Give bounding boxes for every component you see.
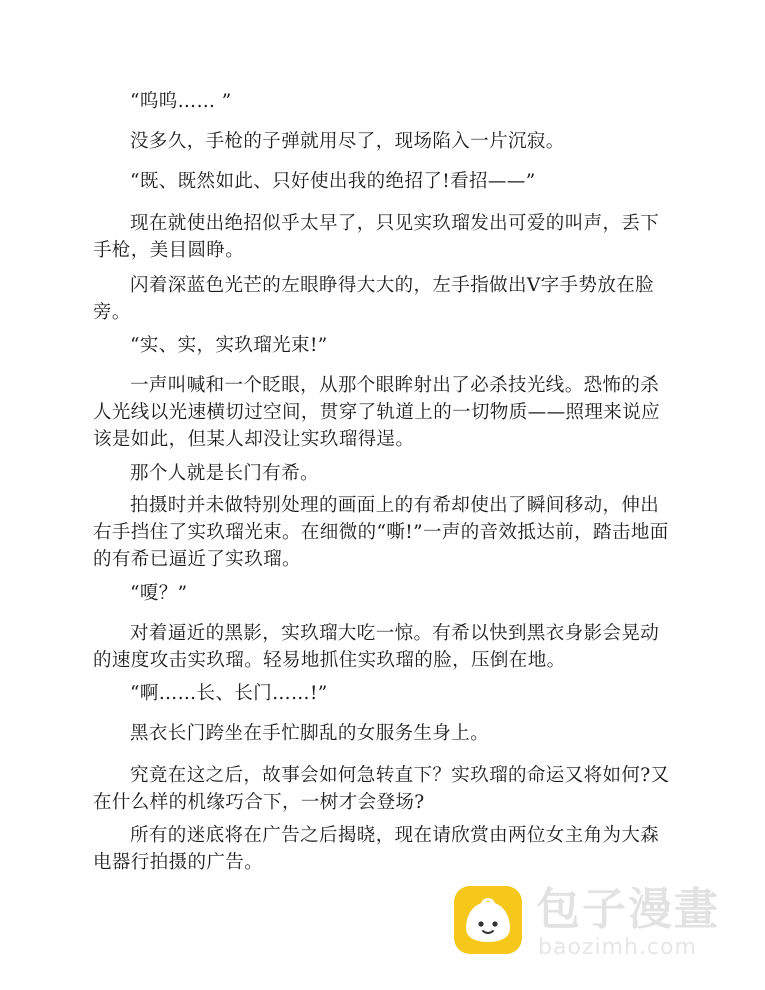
paragraph-7: 一声叫喊和一个眨眼，从那个眼眸射出了必杀技光线。恐怖的杀人光线以光速横切过空间，贯穿了轨道上的一切物质——照理来说应该是如此，但某人却没让实玖瑠得逞。 (93, 375, 661, 450)
paragraph-2: 没多久，手枪的子弹就用尽了，现场陷入一片沉寂。 (130, 131, 565, 152)
paragraph-1: “呜呜…… ” (130, 91, 232, 112)
paragraph-6: “实、实，实玖瑠光束!” (130, 335, 328, 356)
paragraph-5: 闪着深蓝色光芒的左眼睁得大大的，左手指做出V字手势放在脸旁。 (93, 275, 655, 323)
paragraph-13: 黑衣长门跨坐在手忙脚乱的女服务生身上。 (130, 723, 490, 744)
bun-mascot-icon (452, 884, 524, 956)
paragraph-10: “嗄？” (130, 583, 188, 604)
watermark-title: 包子漫畫 (536, 884, 720, 935)
watermark-url: baozimh.com (538, 935, 697, 960)
paragraph-3: “既、既然如此、只好使出我的绝招了!看招——” (130, 171, 536, 192)
paragraph-11: 对着逼近的黑影，实玖瑠大吃一惊。有希以快到黑衣身影会晃动的速度攻击实玖瑠。轻易地抓住实玖瑠的脸，压倒在地。 (93, 623, 660, 671)
paragraph-12: “啊……长、长门……!” (130, 683, 328, 704)
paragraph-8: 那个人就是长门有希。 (130, 463, 320, 484)
paragraph-9: 拍摄时并未做特别处理的画面上的有希却使出了瞬间移动，伸出右手挡住了实玖瑠光束。在细微的“嘶!”一声的音效抵达前，踏击地面的有希已逼近了实玖瑠。 (93, 495, 669, 570)
paragraph-14: 究竟在这之后，故事会如何急转直下？实玖瑠的命运又将如何?又在什么样的机缘巧合下，一树才会登场? (93, 765, 670, 813)
paragraph-4: 现在就使出绝招似乎太早了，只见实玖瑠发出可爱的叫声，丢下手枪，美目圆睁。 (93, 213, 660, 261)
watermark (452, 884, 742, 964)
paragraph-15: 所有的迷底将在广告之后揭晓，现在请欣赏由两位女主角为大森电器行拍摄的广告。 (93, 825, 660, 873)
